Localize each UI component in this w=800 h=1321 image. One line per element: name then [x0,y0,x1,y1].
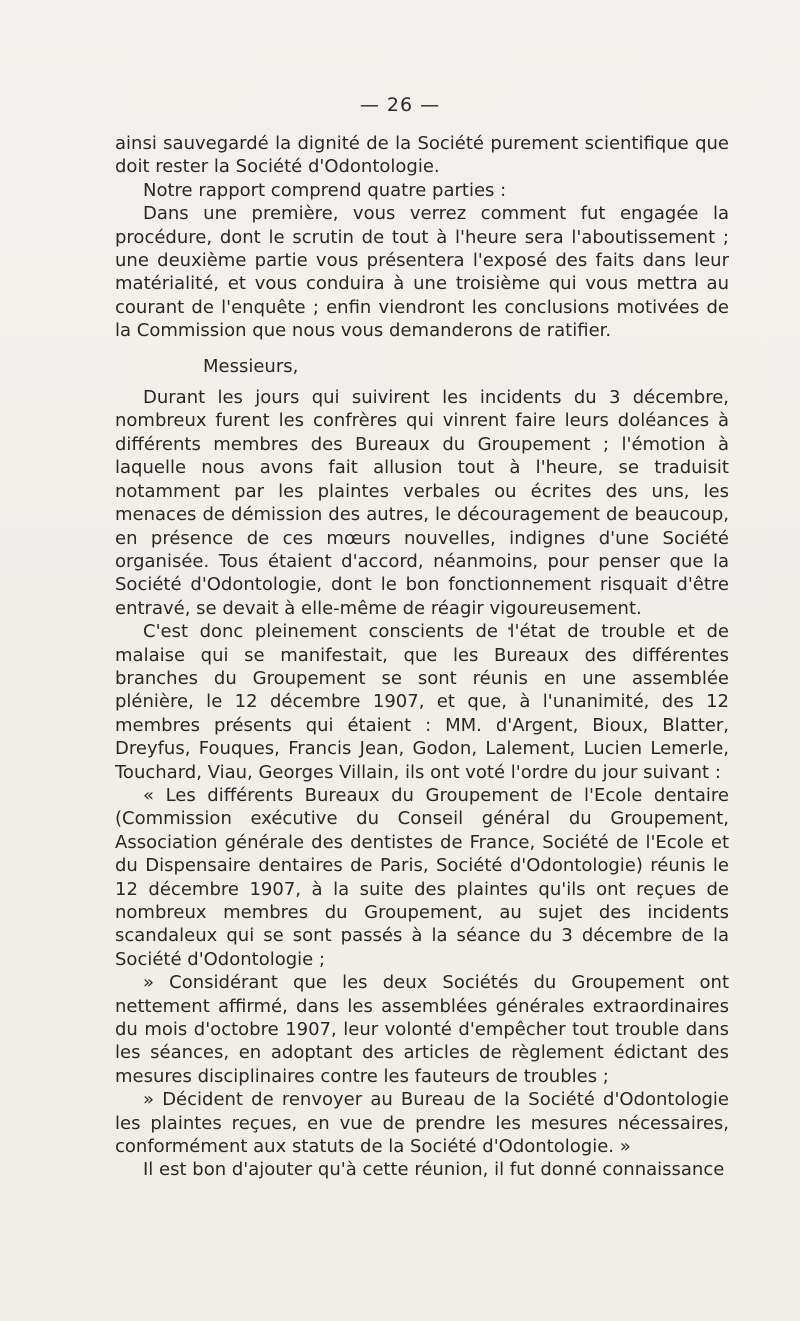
quoted-resolution: « Les différents Bureaux du Groupement de l'Ecole dentaire (Commission exécutive du Conseil général du Groupement, Association générale des dentistes de France, Société de l'Ecole et du Dispensaire dentaires de Paris, Société d'Odontologie) réunis le 12 décembre 1907, à la suite des plaintes qu'ils ont reçues de nombreux membres du Groupement, au sujet des incidents scandaleux qui se sont passés à la séance du 3 décembre de la Société d'Odontologie ; [115,784,729,970]
paragraph: Durant les jours qui suivirent les incidents du 3 décembre, nombreux furent les confrères qui vinrent faire leurs doléances à différents membres des Bureaux du Groupement ; l'émotion à laquelle nous avons fait allusion tout à l'heure, se traduisit notamment par les plaintes verbales ou écrites des uns, les menaces de démission des autres, le découragement de beaucoup, en présence de ces mœurs nouvelles, indignes d'une Société organisée. Tous étaient d'accord, néanmoins, pour penser que la Société d'Odontologie, dont le bon fonctionnement risquait d'être entravé, se devait à elle-même de réagir vigoureusement. [115,387,729,619]
salutation: Messieurs, [203,355,299,377]
paragraph: Notre rapport comprend quatre parties : [143,179,507,201]
quoted-resolution: » Considérant que les deux Sociétés du Groupement ont nettement affirmé, dans les assemblées générales extraordinaires du mois d'octobre 1907, leur volonté d'empêcher tout trouble dans les séances, en adoptant des articles de règlement édictant des mesures disciplinaires contre les fauteurs de troubles ; [115,972,729,1087]
paragraph: C'est donc pleinement conscients de l'état de trouble et de malaise qui se manifestait, que les Bureaux des différentes branches du Groupement se sont réunis en une assemblée plénière, le 12 décembre 1907, et que, à l'unanimité, des 12 membres présents qui étaient : MM. d'Argent, Bioux, Blatter, Dreyfus, Fouques, Francis Jean, Godon, Lalement, Lucien Lemerle, Touchard, Viau, Georges Villain, ils ont voté l'ordre du jour suivant : [115,621,729,783]
body-text [115,132,729,1182]
paragraph: Dans une première, vous verrez comment fut engagée la procédure, dont le scrutin de tout à l'heure sera l'aboutissement ; une deuxième partie vous présentera l'exposé des faits dans leur matérialité, et vous conduira à une troisième qui vous mettra au courant de l'enquête ; enfin viendront les conclusions motivées de la Commission que nous vous demanderons de ratifier. [115,203,729,342]
page-number: — 26 — [359,94,441,116]
paragraph: Il est bon d'ajouter qu'à cette réunion, il fut donné connaissance [143,1159,725,1181]
paragraph: ainsi sauvegardé la dignité de la Société purement scientifique que doit rester la Société d'Odontologie. [115,133,729,178]
quoted-resolution: » Décident de renvoyer au Bureau de la Société d'Odontologie les plaintes reçues, en vue de prendre les mesures nécessaires, conformément aux statuts de la Société d'Odontologie. » [115,1089,729,1158]
